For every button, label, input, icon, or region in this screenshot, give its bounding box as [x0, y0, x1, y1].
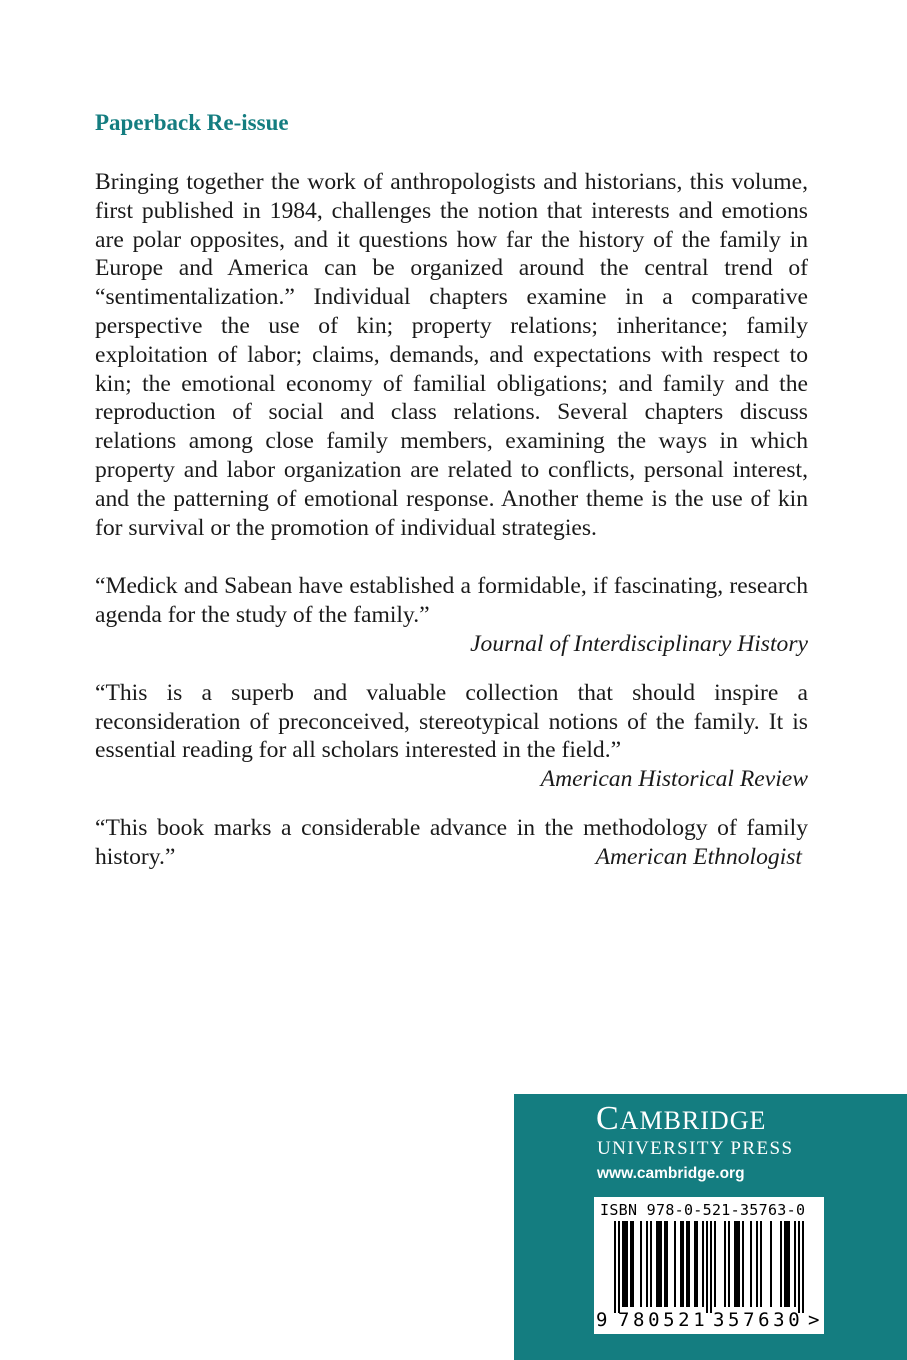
review-source: American Historical Review [540, 766, 808, 793]
barcode-bar [786, 1221, 788, 1307]
publisher-name-initial: C [596, 1100, 620, 1137]
barcode-bar [784, 1221, 786, 1307]
barcode-bar [714, 1221, 716, 1307]
review-3 [95, 814, 808, 872]
barcode-bar [794, 1221, 796, 1307]
barcode-bar [798, 1221, 800, 1313]
barcode-bar [626, 1221, 628, 1307]
publisher-url: www.cambridge.org [597, 1165, 745, 1182]
section-heading: Paperback Re-issue [95, 110, 289, 135]
barcode-bar [802, 1221, 804, 1313]
review-quote: “This is a superb and valuable collection that should inspire a reconsideration of preconceived, stereotypical notions of the family. It is essential reading for all scholars interested in the field.” [95, 679, 808, 764]
barcode-bar [632, 1221, 634, 1307]
barcode-bar [696, 1221, 698, 1307]
barcode-bar [736, 1221, 738, 1307]
review-quote: “Medick and Sabean have established a formidable, if fascinating, research agenda for the study of the family.” [95, 573, 808, 629]
barcode-bar [738, 1221, 740, 1307]
barcode-bar [680, 1221, 682, 1307]
barcode-bar [660, 1221, 662, 1307]
barcode-bar [770, 1221, 772, 1307]
barcode-bar [686, 1221, 688, 1307]
barcode-bar [650, 1221, 652, 1307]
barcode-bar [646, 1221, 648, 1307]
barcode-lead-digit: 9 [596, 1309, 608, 1331]
barcode-bar [756, 1221, 758, 1307]
barcode-bar [624, 1221, 626, 1307]
book-description: Bringing together the work of anthropologists and historians, this volume, first published in 1984, challenges the notion that interests and emotions are polar opposites, and it questions how far the history of the family in Europe and America can be organized around the central trend of “sentimentalization.” Individual chapters examine in a comparative perspective the use of kin; property relations; inheritance; family exploitation of labor; claims, demands, and expectations with respect to kin; the emotional economy of familial obligations; and family and the reproduction of social and class relations. Several chapters discuss relations among close family members, examining the ways in which property and labor organization are related to conflicts, personal interest, and the patterning of emotional response. Another theme is the use of kin for survival or the promotion of individual strategies. [95, 169, 808, 541]
barcode-bar [664, 1221, 666, 1307]
barcode-bar [742, 1221, 744, 1307]
barcode-bar [724, 1221, 726, 1307]
barcode-bar [694, 1221, 696, 1307]
publisher-logo-name [596, 1102, 766, 1138]
isbn-barcode [594, 1197, 824, 1334]
barcode-left-digits: 780521 [618, 1309, 709, 1331]
barcode-bar [750, 1221, 752, 1307]
barcode-bar [706, 1221, 708, 1313]
barcode-bar [622, 1221, 624, 1307]
barcode-bar [780, 1221, 782, 1307]
publisher-subtitle: UNIVERSITY PRESS [597, 1138, 794, 1159]
barcode-bar [688, 1221, 690, 1307]
barcode-bar [658, 1221, 660, 1307]
barcode-bar [614, 1221, 616, 1313]
barcode-bar [630, 1221, 632, 1307]
barcode-bar [760, 1221, 762, 1307]
review-source: American Ethnologist [595, 843, 802, 870]
isbn-label: ISBN 978-0-521-35763-0 [600, 1201, 806, 1219]
back-cover-text [95, 108, 808, 892]
barcode-bars [594, 1221, 824, 1313]
barcode-bar [656, 1221, 658, 1307]
barcode-bar [666, 1221, 668, 1307]
barcode-bar [682, 1221, 684, 1307]
barcode-bar [674, 1221, 676, 1307]
barcode-bar [618, 1221, 620, 1313]
barcode-bar [710, 1221, 712, 1313]
review-2 [95, 679, 808, 794]
barcode-bar [640, 1221, 642, 1307]
barcode-bar [728, 1221, 730, 1307]
barcode-bar [702, 1221, 704, 1307]
barcode-right-digits: 357630 [713, 1309, 804, 1331]
publisher-name-rest: AMBRIDGE [619, 1106, 767, 1135]
barcode-bar [734, 1221, 736, 1307]
review-1 [95, 572, 808, 658]
publisher-panel [514, 1094, 907, 1360]
review-quote: “This book marks a considerable advance in the methodology of family history.” [95, 814, 808, 870]
barcode-bar [788, 1221, 790, 1307]
review-source: Journal of Interdisciplinary History [470, 630, 808, 657]
barcode-end-mark: > [808, 1309, 820, 1331]
